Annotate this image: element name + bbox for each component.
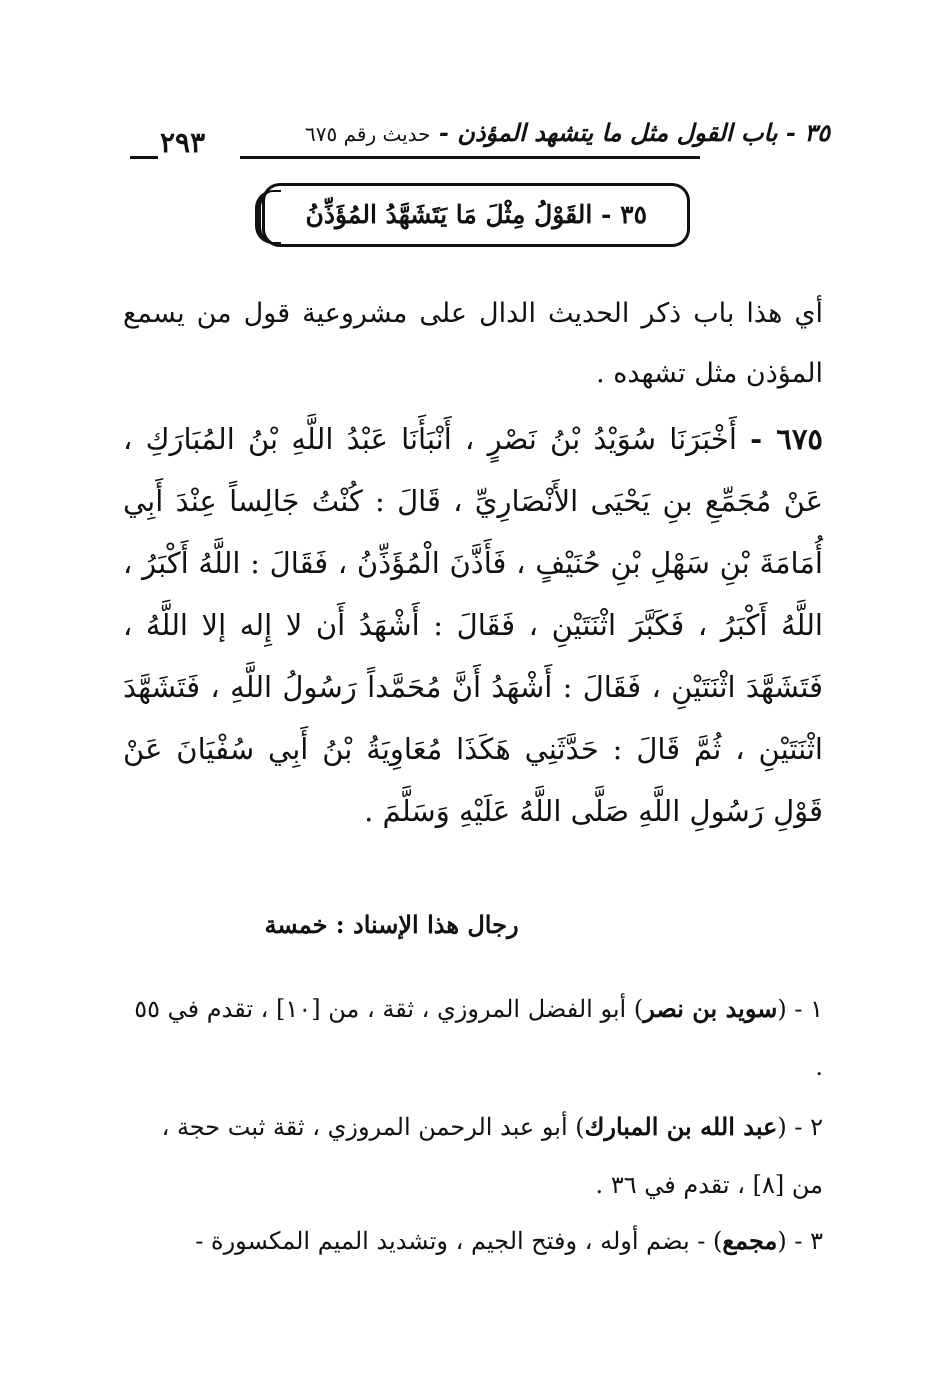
- narrator-prefix: ١ - (: [777, 995, 823, 1023]
- narrator-entry: [123, 1098, 823, 1214]
- hadith-paragraph: [123, 408, 823, 842]
- page-number: ٢٩٣: [160, 126, 206, 159]
- chapter-title: ٣٥ - القَوْلُ مِثْلَ مَا يَتَشَهَّدُ المُؤَذِّنُ: [305, 200, 647, 229]
- section-heading: رجال هذا الإسناد : خمسة: [264, 910, 519, 939]
- hadith-text: أَخْبَرَنَا سُوَيْدُ بْنُ نَصْرٍ ، أَنْبَأَنَا عَبْدُ اللَّهِ بْنُ المُبَارَكِ ، عَنْ مُجَمِّعِ بنِ يَحْيَى الأَنْصَارِيِّ ، قَالَ : كُنْتُ جَالِساً عِنْدَ أَبِي أُمَامَةَ بْنِ سَهْلِ بْنِ حُنَيْفٍ ، فَأَذَّنَ الْمُؤَذِّنُ ، فَقَالَ : اللَّهُ أَكْبَرُ ، اللَّهُ أَكْبَرُ ، فَكَبَّرَ اثْنَتَيْنِ ، فَقَالَ : أَشْهَدُ أَن لا إِله إلا اللَّهُ ، فَتَشَهَّدَ اثْنَتَيْنِ ، فَقَالَ : أَشْهَدُ أَنَّ مُحَمَّداً رَسُولُ اللَّهِ ، فَتَشَهَّدَ اثْنَتَيْنِ ، ثُمَّ قَالَ : حَدَّثَنِي هَكَذَا مُعَاوِيَةُ بْنُ أَبِي سُفْيَانَ عَنْ قَوْلِ رَسُولِ اللَّهِ صَلَّى اللَّهُ عَلَيْهِ وَسَلَّمَ .: [123, 422, 823, 828]
- hadith-number: ٦٧٥ -: [750, 422, 823, 456]
- narrator-name: عبد الله بن المبارك: [584, 1112, 778, 1141]
- narrator-details: ) أبو عبد الرحمن المروزي ، ثقة ثبت حجة ، من [٨] ، تقدم في ٣٦ .: [161, 1113, 823, 1199]
- narrator-prefix: ٢ - (: [777, 1113, 823, 1141]
- narrator-entry: [123, 980, 823, 1096]
- narrator-details: ) - بضم أوله ، وفتح الجيم ، وتشديد الميم المكسورة -: [195, 1227, 723, 1255]
- chapter-title-box: [262, 183, 690, 247]
- header-rule: [240, 156, 700, 159]
- intro-paragraph: أي هذا باب ذكر الحديث الدال على مشروعية قول من يسمع المؤذن مثل تشهده .: [123, 298, 823, 389]
- running-hadith-ref: حديث رقم ٦٧٥: [305, 122, 431, 146]
- narrator-name: سويد بن نصر: [643, 994, 778, 1023]
- running-header: [130, 118, 830, 166]
- page-number-dash: [130, 156, 158, 159]
- running-chapter-title: ٣٥ - باب القول مثل ما يتشهد المؤذن -: [438, 118, 830, 147]
- running-title: [305, 118, 830, 147]
- narrator-entry: [123, 1212, 823, 1270]
- narrator-name: مجمع: [722, 1226, 778, 1255]
- narrator-prefix: ٣ - (: [777, 1227, 823, 1255]
- narrator-details: ) أبو الفضل المروزي ، ثقة ، من [١٠] ، تقدم في ٥٥ .: [134, 995, 823, 1081]
